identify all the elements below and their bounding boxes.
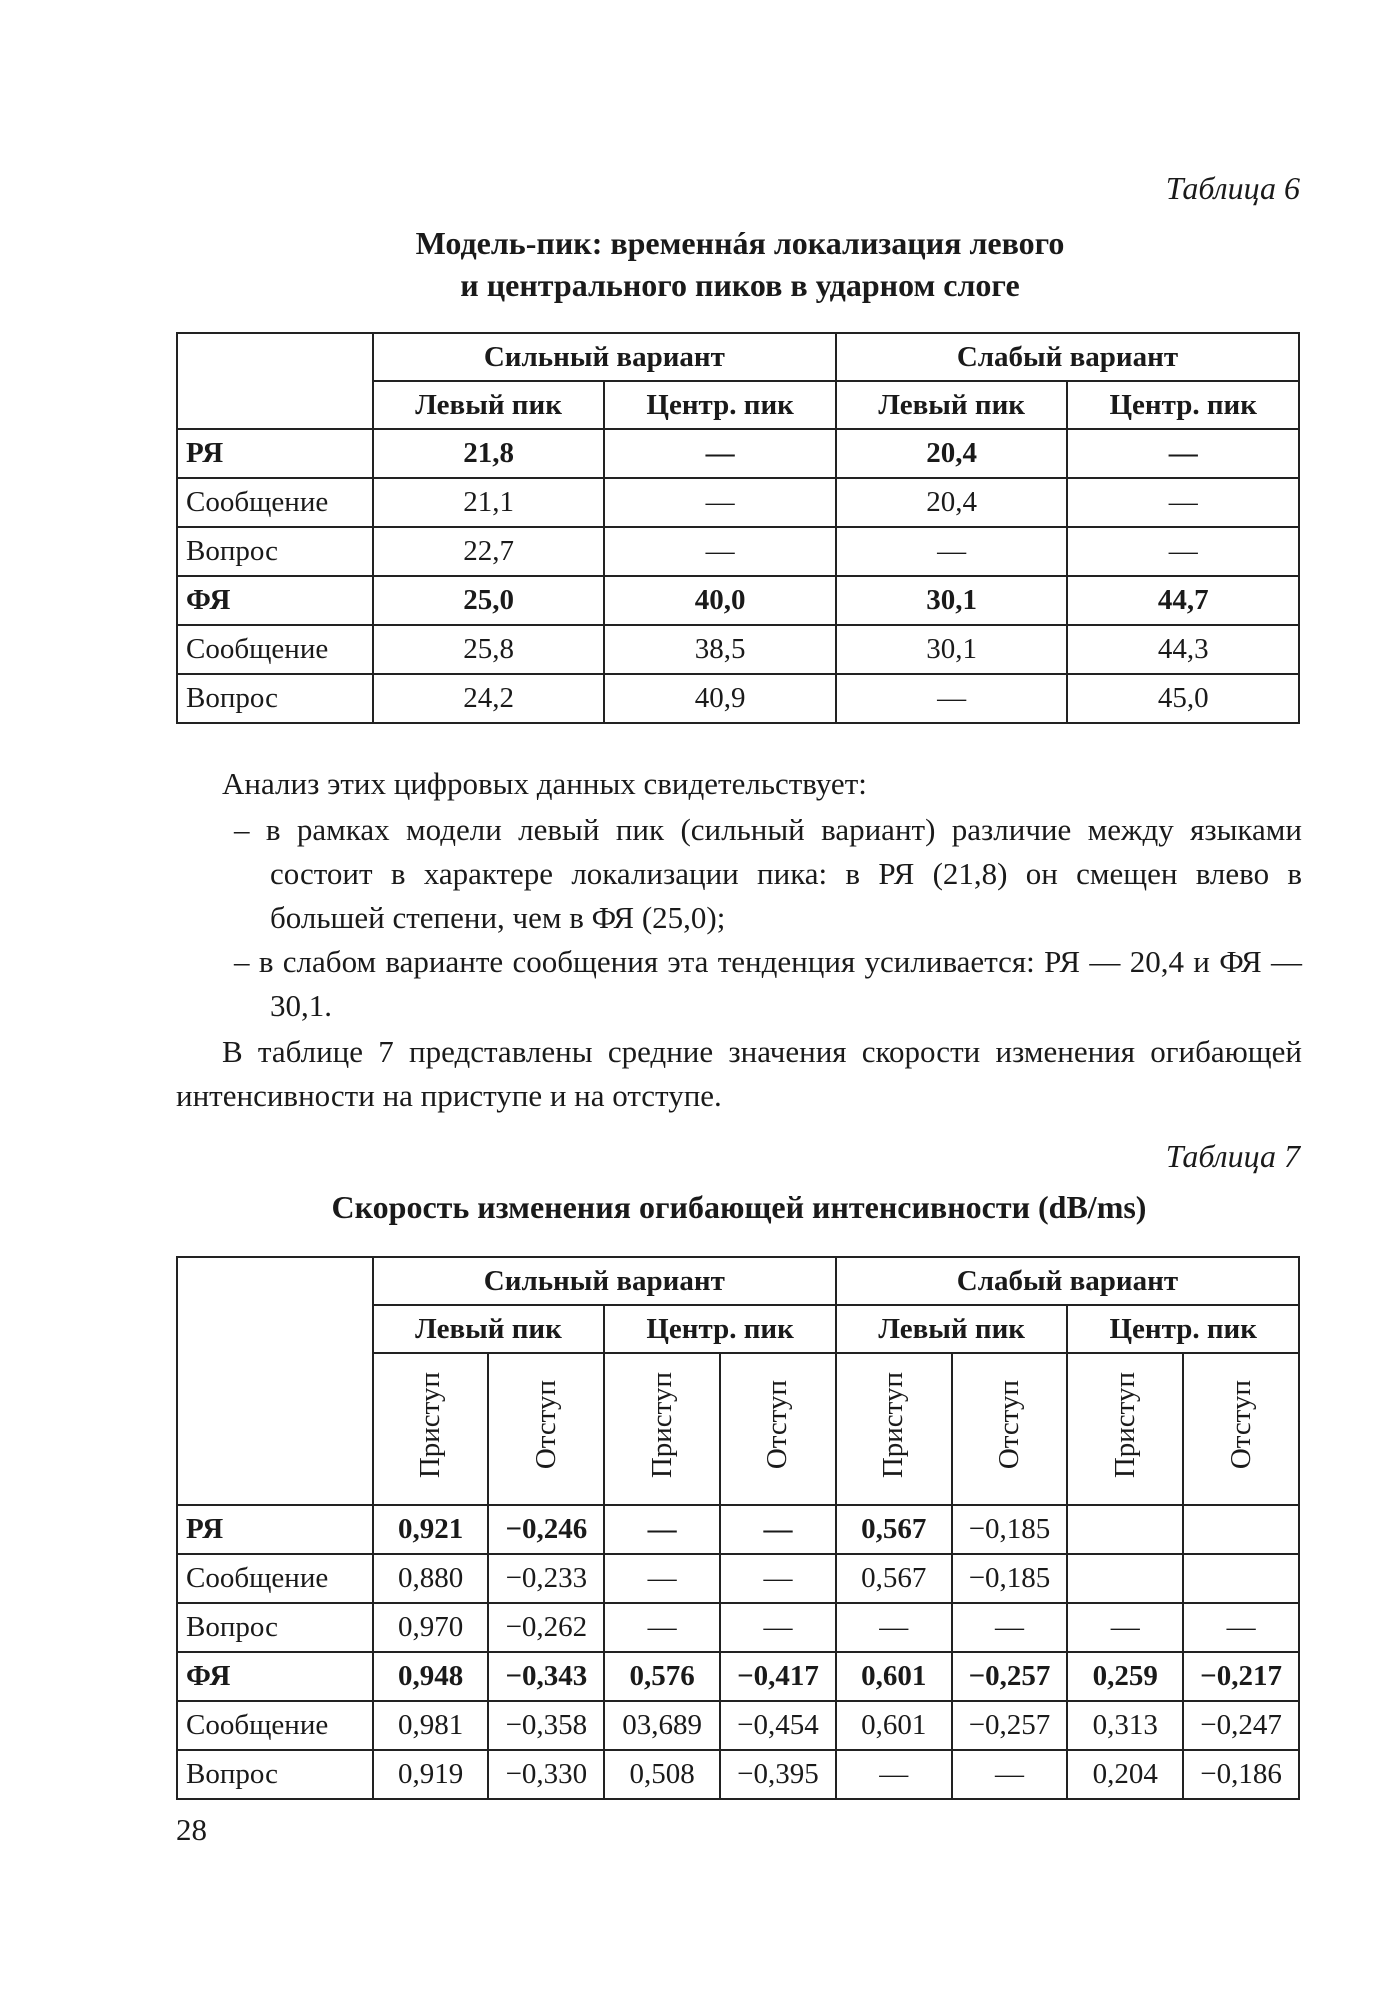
table-row (177, 1554, 1299, 1603)
cell (1067, 1505, 1183, 1554)
cell (1067, 1554, 1183, 1603)
cell: 0,204 (1067, 1750, 1183, 1799)
paragraph-table7-intro: В таблице 7 представлены средние значения скорости изменения огибающей интенсивности на приступе и на отступе. (176, 1034, 1302, 1113)
cell: 20,4 (836, 478, 1068, 527)
row-label: Сообщение (177, 1554, 373, 1603)
cell: — (604, 1554, 720, 1603)
cell: 25,8 (373, 625, 605, 674)
cell: — (1183, 1603, 1299, 1652)
cell: — (1067, 1603, 1183, 1652)
cell: — (836, 1603, 952, 1652)
row-label: ФЯ (177, 576, 373, 625)
cell: 21,1 (373, 478, 605, 527)
table-row (177, 1652, 1299, 1701)
cell: — (836, 527, 1068, 576)
cell: 40,0 (604, 576, 836, 625)
cell: 24,2 (373, 674, 605, 723)
header-release: Отступ (720, 1353, 836, 1505)
header-release: Отступ (1183, 1353, 1299, 1505)
table6-header-left-peak: Левый пик (373, 381, 605, 429)
cell: 0,567 (836, 1554, 952, 1603)
table7-header-left-peak: Левый пик (373, 1305, 605, 1353)
table6-header-weak: Слабый вариант (836, 333, 1299, 381)
table6-header-left-peak: Левый пик (836, 381, 1068, 429)
cell: 0,919 (373, 1750, 489, 1799)
bullet-item-1: – в рамках модели левый пик (сильный вариант) различие между языками состоит в характере локализации пика: в РЯ (21,8) он смещен влево в большей степени, чем в ФЯ (25,0); (234, 812, 1302, 935)
table7-title: Скорость изменения огибающей интенсивности (dB/ms) (331, 1189, 1147, 1225)
cell: 38,5 (604, 625, 836, 674)
cell: 21,8 (373, 429, 605, 478)
cell: 03,689 (604, 1701, 720, 1750)
row-label: Сообщение (177, 478, 373, 527)
cell: — (1067, 527, 1299, 576)
cell: 20,4 (836, 429, 1068, 478)
table-row (177, 1505, 1299, 1554)
table6 (176, 332, 1300, 724)
cell: — (836, 1750, 952, 1799)
table-row (177, 625, 1299, 674)
cell: — (952, 1750, 1068, 1799)
bullet-item-2: – в слабом варианте сообщения эта тенденция усиливается: РЯ — 20,4 и ФЯ — 30,1. (234, 944, 1302, 1023)
table-row (177, 576, 1299, 625)
cell: −0,217 (1183, 1652, 1299, 1701)
cell: −0,454 (720, 1701, 836, 1750)
cell: — (720, 1554, 836, 1603)
table7-header-strong: Сильный вариант (373, 1257, 836, 1305)
table-row (177, 674, 1299, 723)
table6-header-center-peak: Центр. пик (604, 381, 836, 429)
header-attack: Приступ (373, 1353, 489, 1505)
cell: 30,1 (836, 625, 1068, 674)
cell: 30,1 (836, 576, 1068, 625)
cell: 25,0 (373, 576, 605, 625)
intro-paragraph: Анализ этих цифровых данных свидетельствует: (222, 766, 867, 801)
cell: — (720, 1505, 836, 1554)
cell: −0,417 (720, 1652, 836, 1701)
cell: 0,601 (836, 1652, 952, 1701)
table7-header-weak: Слабый вариант (836, 1257, 1299, 1305)
table6-header-strong: Сильный вариант (373, 333, 836, 381)
table-row (177, 478, 1299, 527)
table7-header-left-peak: Левый пик (836, 1305, 1068, 1353)
cell: −0,233 (488, 1554, 604, 1603)
cell: 45,0 (1067, 674, 1299, 723)
cell: 22,7 (373, 527, 605, 576)
table6-title (180, 222, 1300, 306)
cell: 40,9 (604, 674, 836, 723)
table6-header-center-peak: Центр. пик (1067, 381, 1299, 429)
cell: −0,246 (488, 1505, 604, 1554)
header-attack: Приступ (604, 1353, 720, 1505)
row-label: РЯ (177, 1505, 373, 1554)
cell: −0,185 (952, 1505, 1068, 1554)
cell: — (720, 1603, 836, 1652)
cell: −0,186 (1183, 1750, 1299, 1799)
cell: 0,601 (836, 1701, 952, 1750)
cell: — (1067, 429, 1299, 478)
cell: 0,567 (836, 1505, 952, 1554)
page-number: 28 (176, 1812, 207, 1847)
table-row (177, 429, 1299, 478)
cell: 0,880 (373, 1554, 489, 1603)
row-label: Сообщение (177, 625, 373, 674)
cell: −0,358 (488, 1701, 604, 1750)
table7 (176, 1256, 1300, 1800)
cell: 0,981 (373, 1701, 489, 1750)
cell: 44,3 (1067, 625, 1299, 674)
table6-caption: Таблица 6 (1165, 170, 1300, 206)
row-label: Вопрос (177, 527, 373, 576)
cell: −0,257 (952, 1701, 1068, 1750)
cell: 0,313 (1067, 1701, 1183, 1750)
table7-corner (177, 1257, 373, 1505)
cell: — (604, 478, 836, 527)
table-row (177, 1750, 1299, 1799)
cell: 0,576 (604, 1652, 720, 1701)
table7-header-center-peak: Центр. пик (1067, 1305, 1299, 1353)
header-attack: Приступ (1067, 1353, 1183, 1505)
cell (1183, 1554, 1299, 1603)
table6-title-line2: и центрального пиков в ударном слоге (460, 267, 1020, 303)
row-label: Вопрос (177, 1603, 373, 1652)
cell: — (604, 527, 836, 576)
cell: — (836, 674, 1068, 723)
cell: — (604, 1603, 720, 1652)
header-release: Отступ (488, 1353, 604, 1505)
cell: 0,921 (373, 1505, 489, 1554)
cell: — (604, 1505, 720, 1554)
header-release: Отступ (952, 1353, 1068, 1505)
table7-header-center-peak: Центр. пик (604, 1305, 836, 1353)
table-row (177, 1701, 1299, 1750)
cell: — (1067, 478, 1299, 527)
table-row (177, 527, 1299, 576)
cell: −0,247 (1183, 1701, 1299, 1750)
row-label: Вопрос (177, 1750, 373, 1799)
header-attack: Приступ (836, 1353, 952, 1505)
cell: — (952, 1603, 1068, 1652)
table7-caption: Таблица 7 (1165, 1138, 1300, 1174)
row-label: Вопрос (177, 674, 373, 723)
table6-corner (177, 333, 373, 429)
row-label: Сообщение (177, 1701, 373, 1750)
row-label: РЯ (177, 429, 373, 478)
cell: −0,330 (488, 1750, 604, 1799)
cell (1183, 1505, 1299, 1554)
cell: −0,395 (720, 1750, 836, 1799)
cell: 0,948 (373, 1652, 489, 1701)
cell: −0,257 (952, 1652, 1068, 1701)
cell: −0,343 (488, 1652, 604, 1701)
cell: 0,259 (1067, 1652, 1183, 1701)
cell: −0,185 (952, 1554, 1068, 1603)
cell: 0,508 (604, 1750, 720, 1799)
table-row (177, 1603, 1299, 1652)
table6-title-line1: Модель-пик: временнáя локализация левого (415, 225, 1065, 261)
cell: 0,970 (373, 1603, 489, 1652)
cell: −0,262 (488, 1603, 604, 1652)
row-label: ФЯ (177, 1652, 373, 1701)
cell: 44,7 (1067, 576, 1299, 625)
cell: — (604, 429, 836, 478)
